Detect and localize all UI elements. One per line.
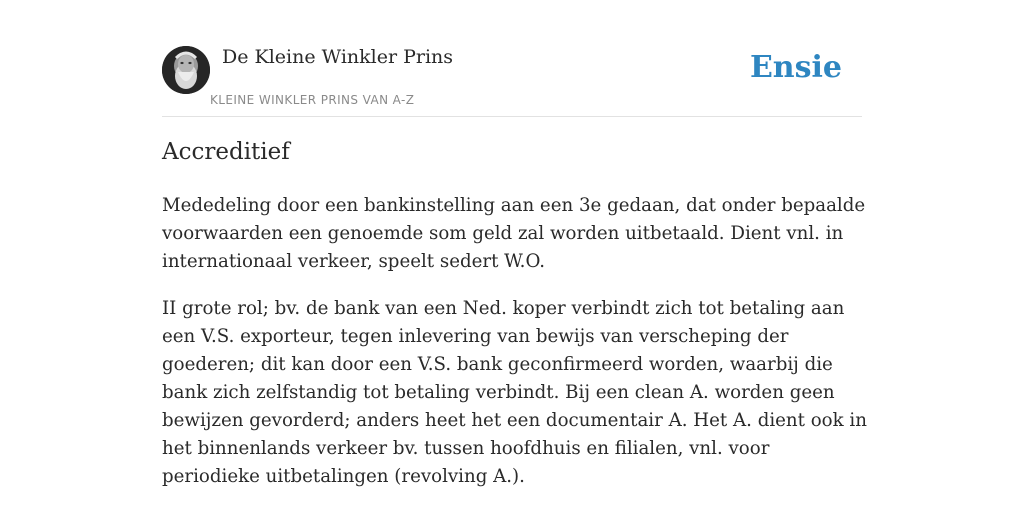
source-title[interactable]: De Kleine Winkler Prins bbox=[222, 46, 454, 68]
portrait-avatar-icon[interactable] bbox=[162, 46, 210, 94]
header bbox=[162, 46, 862, 117]
entry-paragraph: II grote rol; bv. de bank van een Ned. koper verbindt zich tot betaling aan een V.S. exporteur, tegen inlevering van bewijs van verscheping der goederen; dit kan door een V.S. bank geconfirmeerd worden, waarbij die bank zich zelfstandig tot betaling verbindt. Bij een clean A. worden geen bewijzen gevorderd; anders heet het een documentair A. Het A. dient ook in het binnenlands verkeer bv. tussen hoofdhuis en filialen, vnl. voor periodieke uitbetalingen (revolving A.). bbox=[162, 298, 867, 487]
entry-paragraph: Mededeling door een bankinstelling aan een 3e gedaan, dat onder bepaalde voorwaarden een genoemde som geld zal worden uitbetaald. Dient vnl. in internationaal verkeer, speelt sedert W.O. bbox=[162, 195, 866, 272]
source-subtitle[interactable]: KLEINE WINKLER PRINS VAN A-Z bbox=[210, 93, 415, 107]
entry-content bbox=[162, 192, 868, 510]
entry-title: Accreditief bbox=[162, 139, 290, 165]
brand-logo[interactable]: Ensie bbox=[749, 50, 842, 85]
